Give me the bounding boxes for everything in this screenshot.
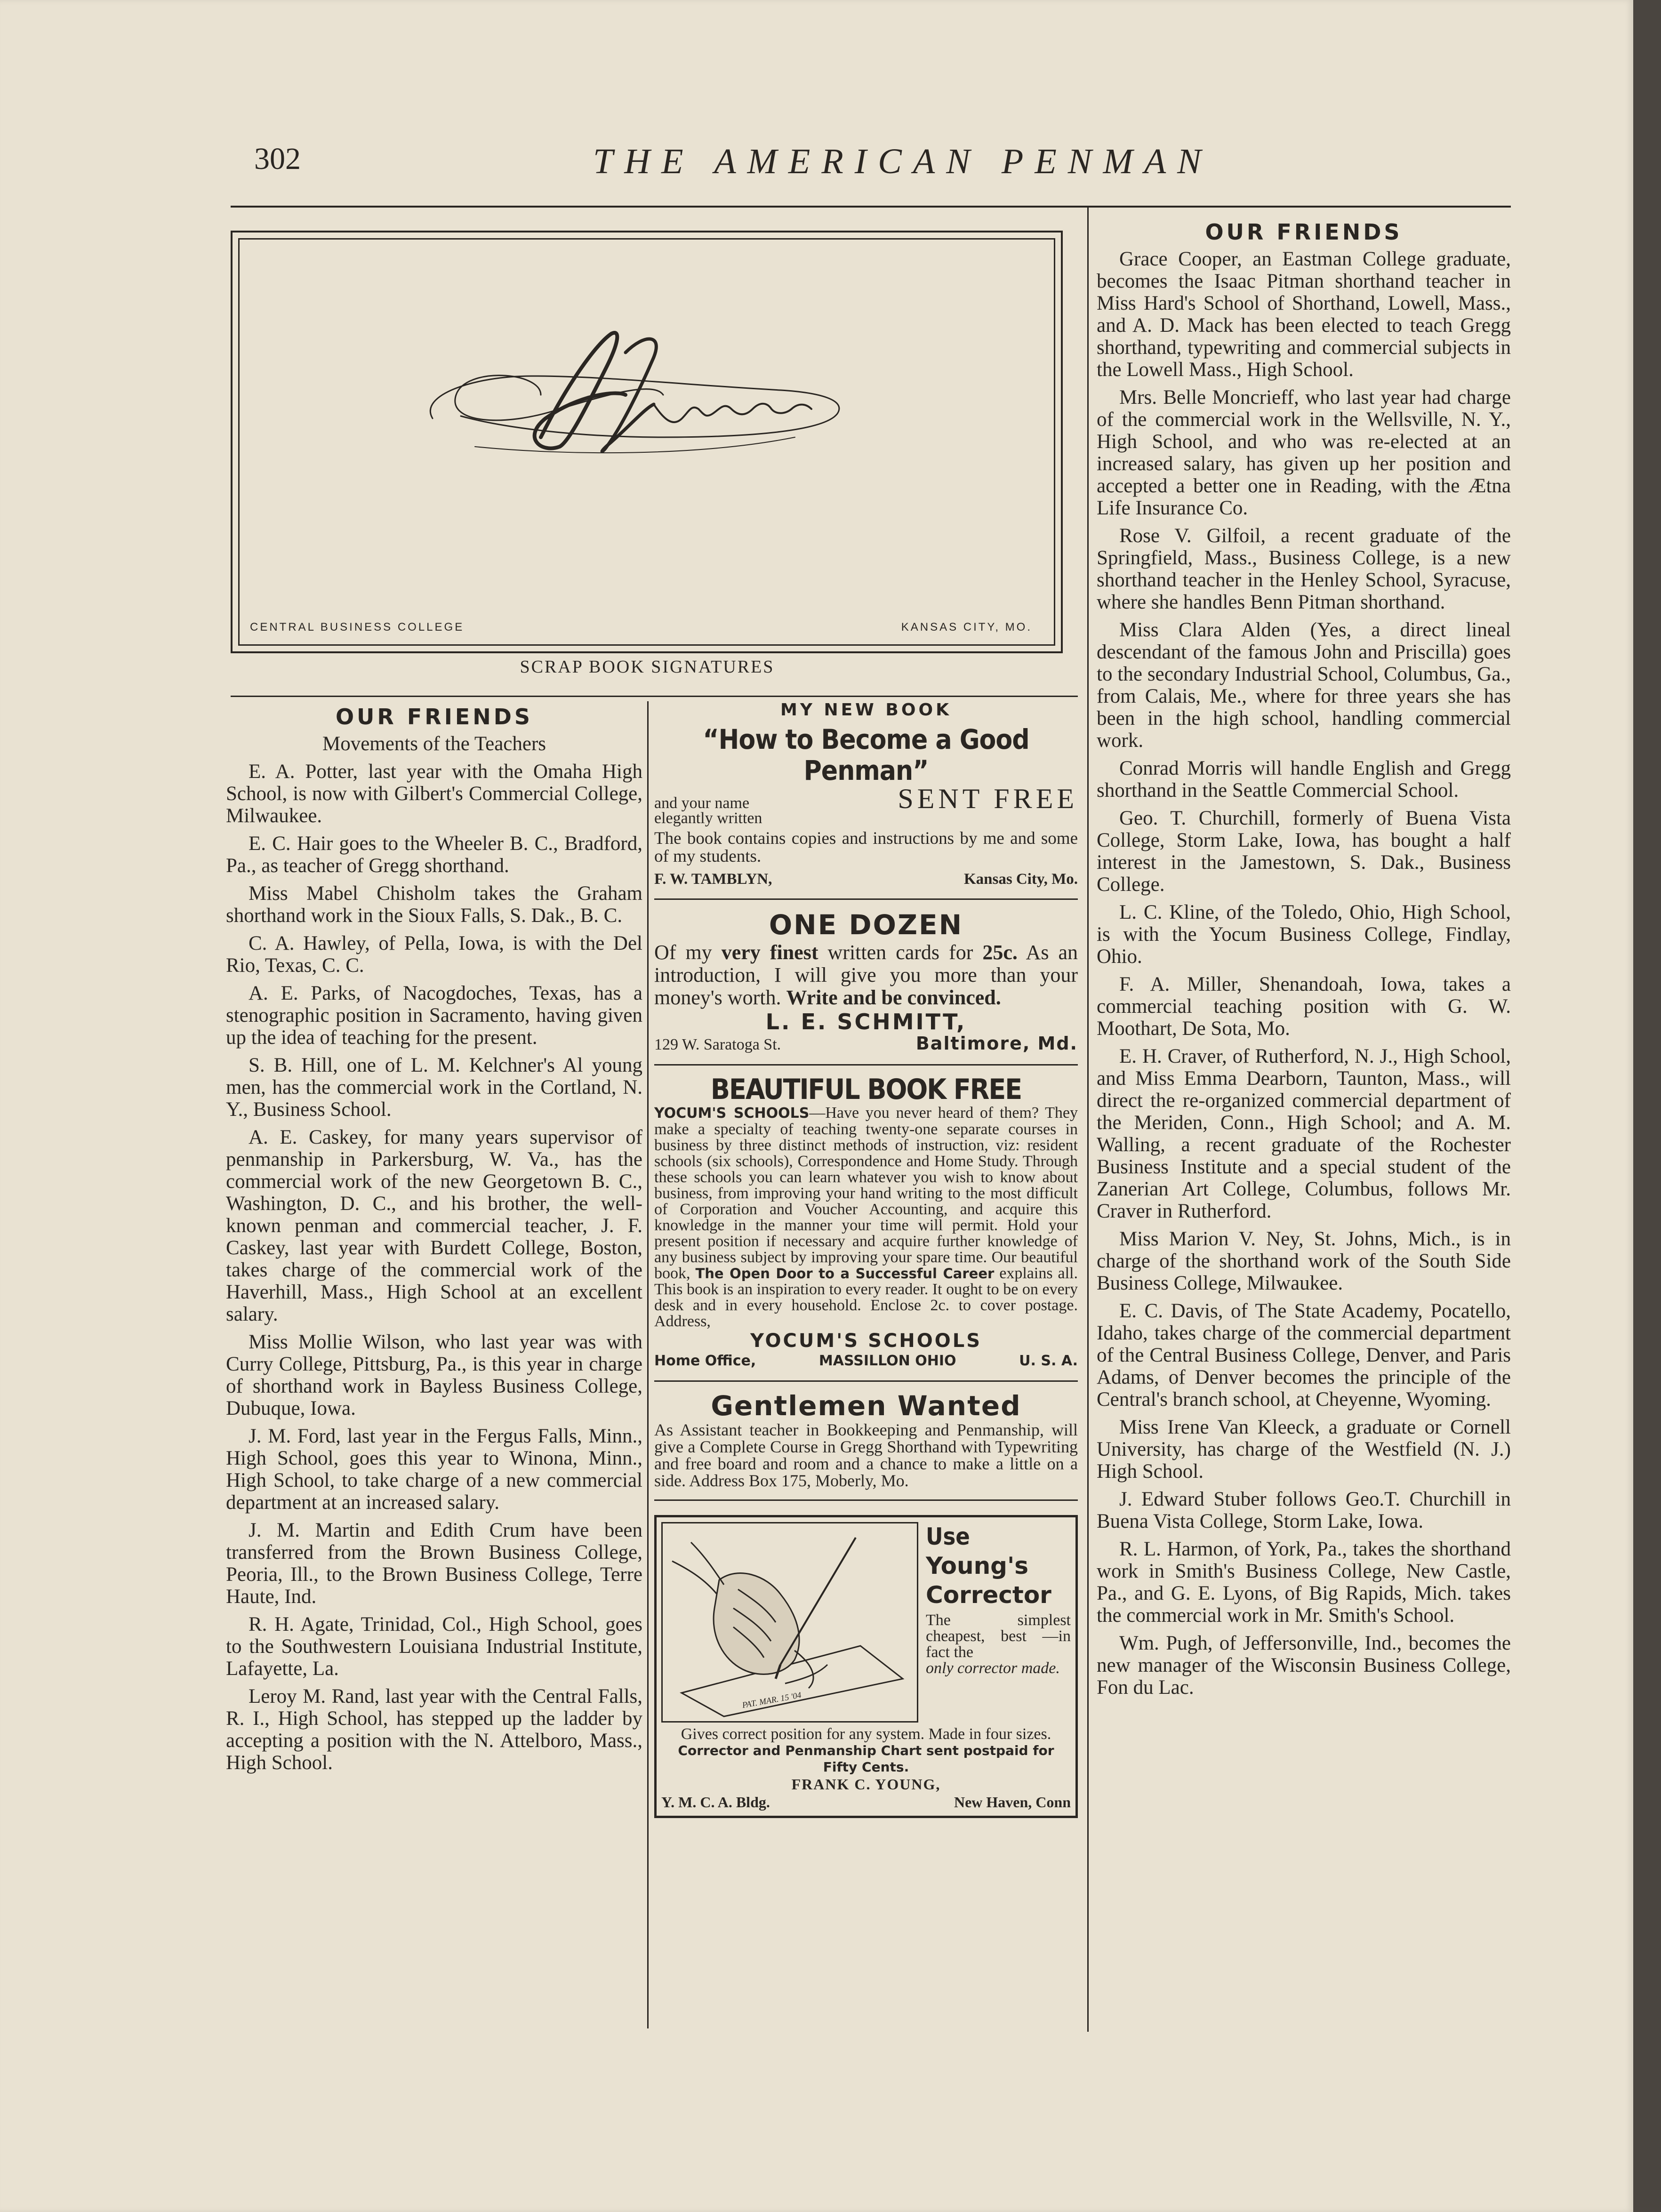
left-subheading: Movements of the Teachers (322, 733, 546, 755)
left-paragraph: R. H. Agate, Trinidad, Col., High School, goes to the Southwestern Louisiana Industrial Institute, Lafayette, La. (226, 1613, 642, 1680)
right-paragraph: E. C. Davis, of The State Academy, Pocatello, Idaho, takes charge of the commercial department of the Central Business College, Denver, and Paris Adams, of Denver becomes the principle of the Central's branch school, at Cheyenne, Wyoming. (1097, 1300, 1511, 1411)
free-book-ad-name: YOCUM'S SCHOOLS (750, 1330, 982, 1352)
running-header (0, 141, 1633, 193)
book-ad-city: Kansas City, Mo. (963, 871, 1078, 888)
ad-separator (654, 1499, 1078, 1501)
right-paragraph: Wm. Pugh, of Jeffersonville, Ind., becomes the new manager of the Wisconsin Business College, Fon du Lac. (1097, 1632, 1511, 1699)
signature-city: KANSAS CITY, MO. (901, 621, 1032, 633)
right-paragraph: F. A. Miller, Shenandoah, Iowa, takes a commercial teaching position with G. W. Moothart, De Sota, Mo. (1097, 973, 1511, 1040)
right-paragraph: Rose V. Gilfoil, a recent graduate of the Springfield, Mass., Business College, is a new shorthand teacher in the Henley School, Syracuse, where she handles Benn Pitman shorthand. (1097, 525, 1511, 613)
left-paragraph: A. E. Parks, of Nacogdoches, Texas, has a stenographic position in Sacramento, having given up the idea of teaching for the present. (226, 982, 642, 1049)
book-ad (654, 701, 1078, 888)
gentlemen-ad (654, 1390, 1078, 1489)
right-paragraph: Miss Clara Alden (Yes, a direct lineal descendant of the famous John and Priscilla) goes to the secondary Industrial School, Columbus, Ga., from Calais, Me., where for three years she has been in the high school, handling commercial work. (1097, 619, 1511, 752)
dozen-ad-title: ONE DOZEN (769, 909, 963, 941)
corrector-name: FRANK C. YOUNG, (791, 1776, 941, 1793)
header-rule (231, 206, 1511, 208)
right-paragraph: Mrs. Belle Moncrieff, who last year had charge of the commercial work in the Wellsville, N. Y., High School, and who was re-elected at an increased salary, has given up her position and accepted a better one in Reading, with the Ætna Life Insurance Co. (1097, 386, 1511, 519)
free-book-ad (654, 1074, 1078, 1370)
corrector-head-2: Young's (926, 1552, 1029, 1579)
corrector-address: Y. M. C. A. Bldg. (661, 1794, 770, 1811)
corrector-city: New Haven, Conn (954, 1794, 1071, 1811)
free-book-ad-country: U. S. A. (1019, 1353, 1078, 1369)
left-paragraph: Leroy M. Rand, last year with the Central Falls, R. I., High School, has stepped up the ladder by accepting a position with the N. Attelboro, Mass., High School. (226, 1685, 642, 1774)
corrector-side-1: The simplest cheapest, best —in fact the (926, 1611, 1071, 1661)
ad-separator (654, 1380, 1078, 1382)
right-paragraph: J. Edward Stuber follows Geo.T. Churchill in Buena Vista College, Storm Lake, Iowa. (1097, 1488, 1511, 1532)
page-title: THE AMERICAN PENMAN (593, 142, 1212, 181)
free-book-ad-body: YOCUM'S SCHOOLS—Have you never heard of them? They make a specialty of teaching twenty-one separate courses in business by three distinct methods of instruction, viz: resident schools (six schools), Correspondence and Home Study. Through these schools you can learn whatever you wish to know about business, from improving your hand writing to the most difficult of Corporation and Voucher Accounting, and acquire this knowledge in the manner your time will permit. Hold your present position if necessary and acquire further knowledge of any business subject by improving your spare time. Our beautiful book, The Open Door to a Successful Career explains all. This book is an inspiration to every reader. It ought to be on every desk and in every household. Enclose 2c. to cover postage. Address, (654, 1104, 1078, 1330)
ad-separator (654, 1064, 1078, 1066)
book-ad-sent-free: SENT FREE (898, 783, 1078, 814)
right-paragraph: Conrad Morris will handle English and Gregg shorthand in the Seattle Commercial School. (1097, 757, 1511, 801)
corrector-head-3: Corrector (926, 1581, 1051, 1609)
gentlemen-ad-body: As Assistant teacher in Bookkeeping and Penmanship, will give a Complete Course in Gregg Shorthand with Typewriting and free board and room and a chance to make a little on a side. Address Box 175, Moberly, Mo. (654, 1420, 1078, 1490)
book-ad-name: F. W. TAMBLYN, (654, 871, 772, 888)
dozen-ad-city: Baltimore, Md. (915, 1033, 1078, 1054)
signature-frame (231, 231, 1063, 653)
dozen-ad (654, 908, 1078, 1054)
writing-hand-illustration (663, 1523, 914, 1718)
corrector-ad (654, 1515, 1078, 1818)
left-paragraph: E. A. Potter, last year with the Omaha High School, is now with Gilbert's Commercial College, Milwaukee. (226, 761, 642, 827)
right-paragraph: Miss Marion V. Ney, St. Johns, Mich., is in charge of the shorthand work of the South Side Business College, Milwaukee. (1097, 1228, 1511, 1294)
corrector-side-2: only corrector made. (926, 1659, 1060, 1677)
column-divider-right (1087, 206, 1089, 2032)
advertisement-column (654, 701, 1078, 1818)
gentlemen-ad-title: Gentlemen Wanted (711, 1390, 1021, 1422)
signature-caption: SCRAP BOOK SIGNATURES (520, 657, 775, 677)
right-paragraph: Miss Irene Van Kleeck, a graduate or Cornell University, has charge of the Westfield (N. J.) High School. (1097, 1416, 1511, 1483)
left-paragraph: J. M. Martin and Edith Crum have been transferred from the Brown Business College, Peoria, Ill., to the Brown Business College, Terre Haute, Ind. (226, 1519, 642, 1608)
left-paragraph: E. C. Hair goes to the Wheeler B. C., Bradford, Pa., as teacher of Gregg shorthand. (226, 833, 642, 877)
corrector-body: Gives correct position for any system. Made in four sizes. Corrector and Penmanship Chart sent postpaid for Fifty Cents. (678, 1725, 1054, 1775)
left-paragraph: S. B. Hill, one of L. M. Kelchner's Al young men, has the commercial work in the Cortland, N. Y., Business School. (226, 1054, 642, 1121)
book-ad-title: “How to Become a Good Penman” (703, 723, 1029, 786)
ransom-signature-graphic (240, 240, 1057, 644)
book-ad-body: The book contains copies and instructions by me and some of my students. (654, 829, 1078, 866)
signature-bottom-rule (231, 696, 1078, 697)
right-paragraph: E. H. Craver, of Rutherford, N. J., High School, and Miss Emma Dearborn, Taunton, Mass., will direct the re-organized commercial department of the Meriden, Conn., High School; and A. M. Walling, a recent graduate of the Rochester Business Institute and a special student of the Zanerian Art College, Columbus, follows Mr. Craver in Rutherford. (1097, 1045, 1511, 1222)
dozen-ad-name: L. E. SCHMITT, (765, 1009, 967, 1034)
right-heading: OUR FRIENDS (1205, 219, 1403, 245)
right-paragraph: Geo. T. Churchill, formerly of Buena Vista College, Storm Lake, Iowa, has bought a half interest in the Jamestown, S. Dak., Business College. (1097, 807, 1511, 896)
ad-separator (654, 898, 1078, 900)
book-ad-kicker: MY NEW BOOK (780, 700, 952, 720)
signature-inner-frame (238, 238, 1055, 646)
column-divider-middle (647, 701, 649, 2028)
left-paragraph: Miss Mabel Chisholm takes the Graham shorthand work in the Sioux Falls, S. Dak., B. C. (226, 882, 642, 927)
book-ad-small-1: and your name (654, 794, 750, 812)
left-paragraph: A. E. Caskey, for many years supervisor of penmanship in Parkersburg, W. Va., has the commercial work of the new Georgetown B. C., Washington, D. C., and his brother, the well-known penman and commercial teacher, J. F. Caskey, last year with Burdett College, Boston, takes charge of the commercial work of the Haverhill, Mass., High School at an excellent salary. (226, 1126, 642, 1325)
signature-school: CENTRAL BUSINESS COLLEGE (250, 621, 465, 633)
right-column (1097, 221, 1511, 1704)
book-ad-small-2: elegantly written (654, 809, 762, 827)
right-paragraph: R. L. Harmon, of York, Pa., takes the shorthand work in Smith's Business College, New Castle, Pa., and G. E. Lyons, of Big Rapids, Mich. takes the commercial work in Mr. Smith's School. (1097, 1538, 1511, 1627)
corrector-patent-mark: PAT. MAR. 15 '04 (741, 1690, 802, 1710)
free-book-ad-office: Home Office, (654, 1353, 756, 1369)
corrector-illustration (661, 1522, 918, 1723)
free-book-ad-title: BEAUTIFUL BOOK FREE (710, 1073, 1022, 1106)
left-paragraph: C. A. Hawley, of Pella, Iowa, is with the Del Rio, Texas, C. C. (226, 932, 642, 977)
right-paragraph: L. C. Kline, of the Toledo, Ohio, High School, is with the Yocum Business College, Findlay, Ohio. (1097, 901, 1511, 968)
right-paragraph: Grace Cooper, an Eastman College graduate, becomes the Isaac Pitman shorthand teacher in Miss Hard's School of Shorthand, Lowell, Mass., and A. D. Mack has been elected to teach Gregg shorthand, typewriting and commercial subjects in the Lowell Mass., High School. (1097, 248, 1511, 381)
left-column (226, 706, 642, 1779)
left-heading: OUR FRIENDS (335, 704, 533, 729)
free-book-ad-city: MASSILLON OHIO (818, 1353, 956, 1369)
left-paragraph: Miss Mollie Wilson, who last year was with Curry College, Pittsburg, Pa., is this year in charge of shorthand work in Bayless Business College, Dubuque, Iowa. (226, 1331, 642, 1419)
page-number: 302 (254, 142, 301, 176)
dozen-ad-body: Of my very finest written cards for 25c. As an introduction, I will give you more than your money's worth. Write and be convinced. (654, 941, 1078, 1009)
left-paragraph: J. M. Ford, last year in the Fergus Falls, Minn., High School, goes this year to Winona, Minn., High School, to take charge of a new commercial department at an increased salary. (226, 1425, 642, 1514)
dozen-ad-address: 129 W. Saratoga St. (654, 1036, 781, 1053)
adjacent-page-edge (1633, 0, 1661, 2212)
corrector-head-1: Use (926, 1523, 970, 1550)
